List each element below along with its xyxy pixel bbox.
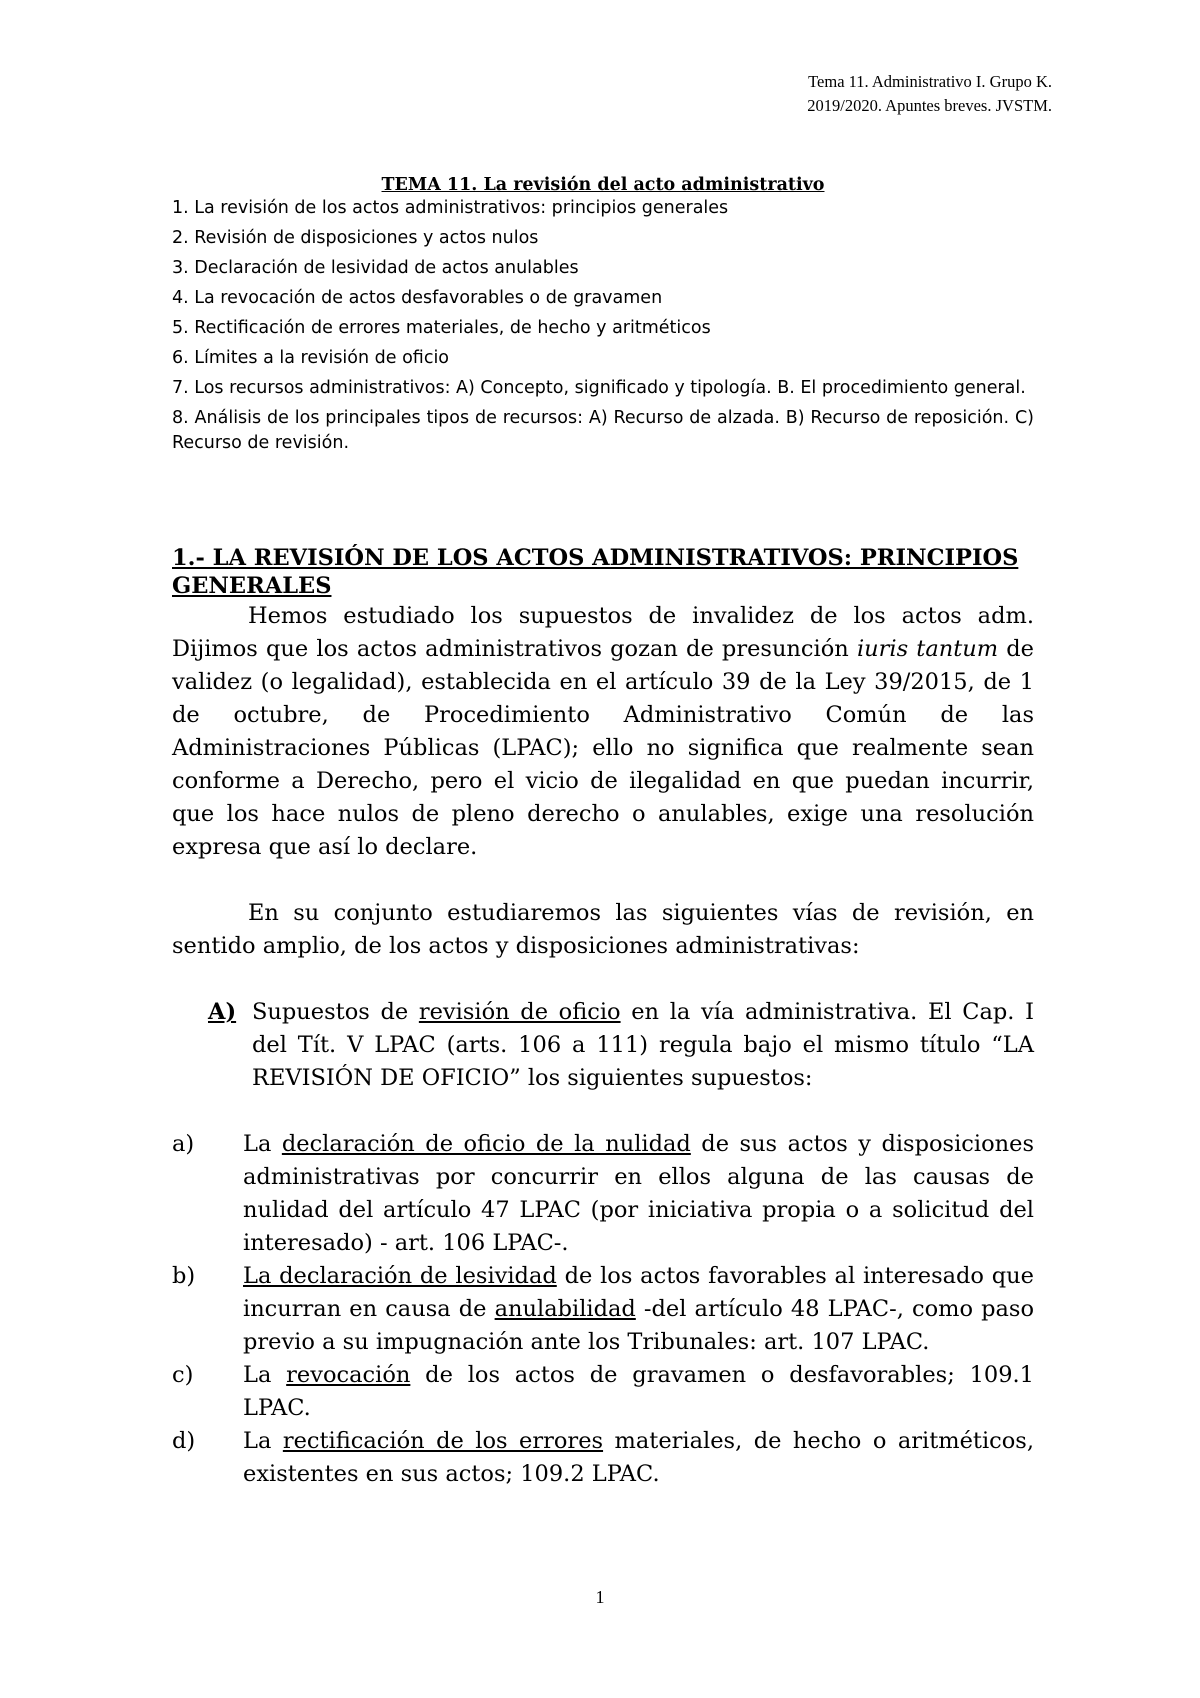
latin-term: iuris tantum — [856, 636, 999, 662]
list-item: d) La rectificación de los errores materiales, de hecho o aritméticos, existentes en sus actos; 109.2 LPAC. — [172, 1428, 1034, 1487]
toc-item: 5. Rectificación de errores materiales, de hecho y aritméticos — [172, 318, 711, 338]
subsection-a-label: A) — [208, 999, 237, 1025]
page-number: 1 — [595, 1587, 605, 1607]
header-line-1: Tema 11. Administrativo I. Grupo K. — [808, 72, 1052, 91]
subsection-a-text: Supuestos de revisión de oficio en la vía administrativa. El Cap. I del Tít. V LPAC (arts. 106 a 111) regula bajo el mismo título “LA REVISIÓN DE OFICIO” los siguientes supuestos: — [252, 999, 1034, 1091]
toc-item: 1. La revisión de los actos administrativos: principios generales — [172, 198, 729, 218]
list-item: c) La revocación de los actos de gravamen o desfavorables; 109.1 LPAC. — [172, 1362, 1034, 1421]
header-line-2: 2019/2020. Apuntes breves. JVSTM. — [807, 96, 1052, 115]
revision-list — [172, 1128, 1034, 1491]
toc-item: 6. Límites a la revisión de oficio — [172, 348, 450, 368]
table-of-contents — [172, 174, 1034, 461]
section-1 — [172, 544, 1034, 1491]
toc-item: 7. Los recursos administrativos: A) Concepto, significado y tipología. B. El procedimiento general. — [172, 378, 1026, 398]
toc-item: 4. La revocación de actos desfavorables o de gravamen — [172, 288, 663, 308]
toc-title: TEMA 11. La revisión del acto administrativo — [381, 175, 825, 195]
toc-item: 2. Revisión de disposiciones y actos nulos — [172, 228, 539, 248]
revision-paths-paragraph: En su conjunto estudiaremos las siguientes vías de revisión, en sentido amplio, de los actos y disposiciones administrativas: — [172, 900, 1034, 959]
list-item: b) La declaración de lesividad de los actos favorables al interesado que incurran en causa de anulabilidad -del artículo 48 LPAC-, como paso previo a su impugnación ante los Tribunales: art. 107 LPAC. — [172, 1263, 1035, 1355]
list-item: a) La declaración de oficio de la nulidad de sus actos y disposiciones administrativas por concurrir en ellos alguna de las causas de nulidad del artículo 47 LPAC (por iniciativa propia o a solicitud del interesado) - art. 106 LPAC-. — [172, 1131, 1034, 1256]
page-header — [807, 70, 1052, 118]
subsection-a — [208, 996, 1034, 1095]
intro-paragraph: Hemos estudiado los supuestos de invalidez de los actos adm. Dijimos que los actos administrativos gozan de presunción iuris tantum de validez (o legalidad), establecida en el artículo 39 de la Ley 39/2015, de 1 de octubre, de Procedimiento Administrativo Común de las Administraciones Públicas (LPAC); ello no significa que realmente sean conforme a Derecho, pero el vicio de ilegalidad en que puedan incurrir, que los hace nulos de pleno derecho o anulables, exige una resolución expresa que así lo declare. — [172, 603, 1034, 860]
section-heading: 1.- LA REVISIÓN DE LOS ACTOS ADMINISTRATIVOS: PRINCIPIOS GENERALES — [172, 545, 1019, 599]
toc-item: 3. Declaración de lesividad de actos anulables — [172, 258, 579, 278]
toc-item: 8. Análisis de los principales tipos de recursos: A) Recurso de alzada. B) Recurso de reposición. C) Recurso de revisión. — [172, 408, 1034, 453]
